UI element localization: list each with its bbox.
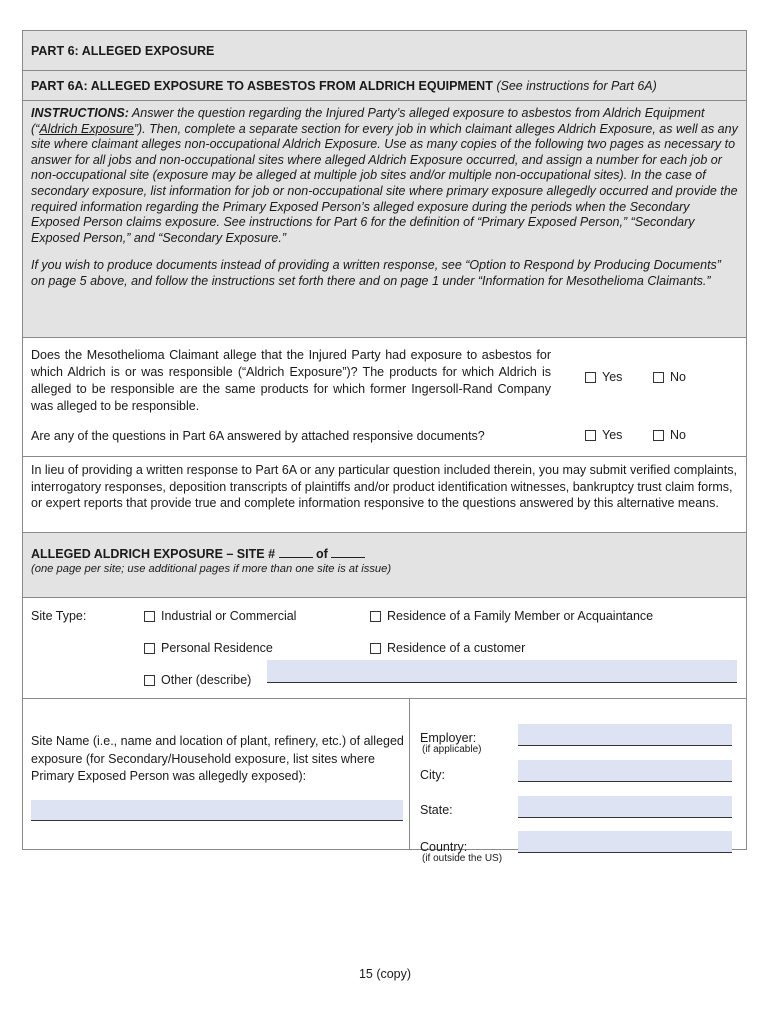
city-field[interactable]	[518, 760, 732, 782]
family-label: Residence of a Family Member or Acquaintance	[387, 609, 654, 623]
q2-no-checkbox[interactable]	[653, 428, 686, 442]
checkbox-icon	[653, 372, 664, 383]
site-type-other-checkbox[interactable]	[144, 673, 251, 687]
site-number-blank[interactable]	[279, 545, 313, 558]
employer-field[interactable]	[518, 724, 732, 746]
checkbox-icon	[585, 430, 596, 441]
q1-yes-label: Yes	[602, 370, 623, 384]
page-number: 15 (copy)	[358, 967, 412, 981]
employer-label: Employer:	[420, 731, 477, 745]
aldrich-exposure-term: Aldrich Exposure	[39, 121, 134, 136]
checkbox-icon	[144, 643, 155, 654]
checkbox-icon	[370, 643, 381, 654]
checkbox-icon	[144, 611, 155, 622]
employer-note: (if applicable)	[422, 744, 482, 755]
part-6-form	[22, 30, 747, 864]
checkbox-icon	[653, 430, 664, 441]
part-title: PART 6: ALLEGED EXPOSURE	[31, 44, 215, 58]
site-type-section	[23, 598, 746, 699]
site-type-family-checkbox[interactable]	[370, 609, 653, 623]
produce-documents-paragraph: If you wish to produce documents instead of providing a written response, see “Option to Respond by Producing Documents” on page 5 above, and follow the instructions set forth there and on page 1 under “Information for Mesothelioma Claimants.”	[31, 258, 721, 288]
other-describe-field[interactable]	[267, 660, 737, 683]
instructions-block	[23, 101, 746, 338]
personal-label: Personal Residence	[161, 641, 273, 655]
site-type-industrial-checkbox[interactable]	[144, 609, 296, 623]
q1-yes-checkbox[interactable]	[585, 370, 622, 384]
site-type-label: Site Type:	[31, 609, 87, 623]
question-responsive-documents: Are any of the questions in Part 6A answered by attached responsive documents?	[31, 429, 485, 443]
site-details-section	[23, 699, 746, 864]
column-divider	[409, 699, 410, 849]
part-6a-title: PART 6A: ALLEGED EXPOSURE TO ASBESTOS FROM ALDRICH EQUIPMENT	[31, 79, 493, 93]
country-note: (if outside the US)	[422, 853, 503, 864]
question-aldrich-exposure: Does the Mesothelioma Claimant allege that the Injured Party had exposure to asbestos for which Aldrich is or was responsible (“Aldrich Exposure”)? The products for which Aldrich is alleged to be responsible are the same products for which former Ingersoll-Rand Company was alleged to be responsible.	[31, 348, 551, 413]
state-label: State:	[420, 803, 453, 817]
q2-yes-checkbox[interactable]	[585, 428, 622, 442]
part-6-header	[23, 31, 746, 71]
instructions-label: INSTRUCTIONS:	[31, 106, 129, 120]
q2-no-label: No	[670, 428, 686, 442]
in-lieu-statement: In lieu of providing a written response to Part 6A or any particular question included therein, you may submit verified complaints, interrogatory responses, deposition transcripts of plaintiffs and/or product identification witnesses, bankruptcy trust claim forms, or expert reports that provide true and complete information responsive to the questions answered by this alternative means.	[23, 457, 746, 533]
site-name-label: Site Name (i.e., name and location of plant, refinery, etc.) of alleged exposure (for Secondary/Household exposure, list sites where Primary Exposed Person was allegedly exposed):	[31, 734, 404, 783]
checkbox-icon	[144, 675, 155, 686]
industrial-label: Industrial or Commercial	[161, 609, 297, 623]
checkbox-icon	[585, 372, 596, 383]
site-of-label: of	[316, 547, 328, 561]
site-name-field[interactable]	[31, 800, 403, 821]
instructions-text-b: ”). Then, complete a separate section for every job in which claimant alleges Aldrich Exposure, as well as any site where claimant alleges non-occupational Aldrich Exposure. Use as many copies of the following two pages as necessary to answer for all jobs and non-occupational sites where alleged Aldrich Exposure occurred, and assign a number for each job or non-occupational site (exposure may be alleged at multiple job sites and/or multiple non-occupational sites). In the case of secondary exposure, list information for job or non-occupational site where primary exposure allegedly occurred and provide the required information regarding the Primary Exposed Person’s alleged exposure during the periods when the Secondary Exposed Person claims exposure. See instructions for Part 6 for the definition of “Primary Exposed Person,” “Secondary Exposed Person,” and “Secondary Exposure.”	[31, 121, 738, 245]
city-label: City:	[420, 768, 445, 782]
site-type-customer-checkbox[interactable]	[370, 641, 525, 655]
q1-no-checkbox[interactable]	[653, 370, 686, 384]
site-type-personal-checkbox[interactable]	[144, 641, 273, 655]
site-total-blank[interactable]	[331, 545, 365, 558]
part-6a-header	[23, 71, 746, 101]
part-6a-note: (See instructions for Part 6A)	[496, 79, 657, 93]
country-field[interactable]	[518, 831, 732, 853]
other-label: Other (describe)	[161, 673, 252, 687]
country-label: Country:	[420, 840, 468, 854]
instructions-text-a: Answer the question regarding the Injured Party’s alleged exposure to asbestos from Aldrich Equipment (“	[31, 106, 705, 136]
site-header-sub: (one page per site; use additional pages if more than one site is at issue)	[31, 563, 392, 575]
state-field[interactable]	[518, 796, 732, 818]
instructions-paragraph	[31, 106, 738, 246]
customer-label: Residence of a customer	[387, 641, 526, 655]
site-title: ALLEGED ALDRICH EXPOSURE – SITE #	[31, 547, 276, 561]
checkbox-icon	[370, 611, 381, 622]
exposure-questions	[23, 338, 746, 457]
site-header-title	[31, 545, 738, 561]
site-header	[23, 533, 746, 598]
q2-yes-label: Yes	[602, 428, 623, 442]
q1-no-label: No	[670, 370, 686, 384]
